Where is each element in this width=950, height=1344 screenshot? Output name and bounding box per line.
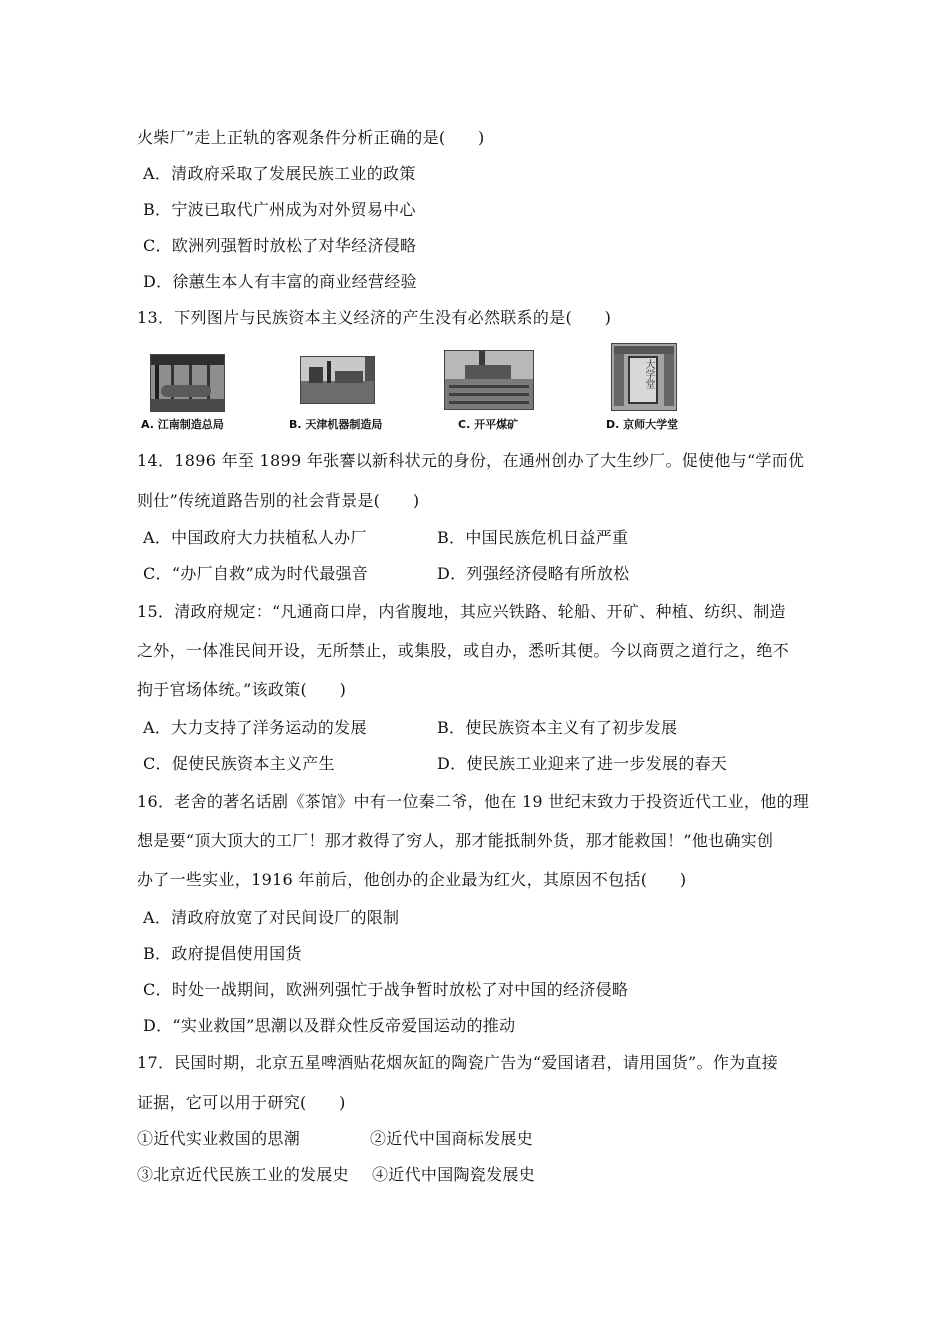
question-17-item-4: ④近代中国陶瓷发展史	[372, 1165, 536, 1184]
figure-a-photo	[150, 354, 225, 412]
question-15-option-d: D．使民族工业迎来了进一步发展的春天	[437, 754, 728, 773]
question-16-option-c: C．时处一战期间，欧洲列强忙于战争暂时放松了对中国的经济侵略	[143, 980, 629, 999]
question-14-option-a: A．中国政府大力扶植私人办厂	[143, 528, 367, 547]
figure-c	[444, 348, 534, 431]
question-14-option-b: B．中国民族危机日益严重	[437, 528, 629, 547]
question-14-option-c: C．“办厂自救”成为时代最强音	[143, 564, 369, 583]
question-12-option-c: C．欧洲列强暂时放松了对华经济侵略	[143, 236, 417, 255]
figure-a	[141, 348, 225, 431]
question-15-option-a: A．大力支持了洋务运动的发展	[143, 718, 367, 737]
figure-b-photo	[300, 356, 375, 404]
question-14-option-d: D．列强经济侵略有所放松	[437, 564, 630, 583]
question-12-option-d: D．徐蕙生本人有丰富的商业经营经验	[143, 272, 417, 291]
question-17-item-3: ③北京近代民族工业的发展史	[137, 1165, 349, 1184]
question-17-item-2: ②近代中国商标发展史	[370, 1129, 534, 1148]
figure-b-caption: B. 天津机器制造局	[289, 418, 383, 431]
question-16-option-b: B．政府提倡使用国货	[143, 944, 302, 963]
question-17-item-1: ①近代实业救国的思潮	[137, 1129, 301, 1148]
gate-sign: 大学堂	[643, 359, 654, 389]
figure-b	[289, 348, 383, 431]
figure-d	[606, 343, 679, 431]
figure-a-caption: A. 江南制造总局	[141, 418, 224, 431]
question-15-option-c: C．促使民族资本主义产生	[143, 754, 335, 773]
question-16-stem-3: 办了一些实业，1916 年前后，他创办的企业最为红火，其原因不包括( )	[137, 870, 687, 889]
question-16-option-d: D．“实业救国”思潮以及群众性反帝爱国运动的推动	[143, 1016, 516, 1035]
question-17-stem-1: 17．民国时期，北京五星啤酒贴花烟灰缸的陶瓷广告为“爱国诸君，请用国货”。作为直接	[137, 1053, 779, 1072]
question-12-option-a: A．清政府采取了发展民族工业的政策	[143, 164, 416, 183]
question-13-stem: 13．下列图片与民族资本主义经济的产生没有必然联系的是( )	[137, 308, 612, 327]
figure-c-caption: C. 开平煤矿	[458, 418, 519, 431]
question-12-option-b: B．宁波已取代广州成为对外贸易中心	[143, 200, 416, 219]
figure-d-caption: D. 京师大学堂	[606, 418, 679, 431]
question-16-stem-2: 想是要“顶大顶大的工厂！那才救得了穷人，那才能抵制外货，那才能救国！”他也确实创	[137, 831, 774, 850]
question-16-option-a: A．清政府放宽了对民间设厂的限制	[143, 908, 400, 927]
question-16-stem-1: 16．老舍的著名话剧《茶馆》中有一位秦二爷，他在 19 世纪末致力于投资近代工业，他的理	[137, 792, 810, 811]
question-12-stem-end: 火柴厂”走上正轨的客观条件分析正确的是( )	[137, 128, 485, 147]
question-15-stem-2: 之外，一体准民间开设，无所禁止，或集股，或自办，悉听其便。今以商贾之道行之，绝不	[137, 641, 790, 660]
question-15-stem-3: 拘于官场体统。”该政策( )	[137, 680, 347, 699]
figure-d-photo	[611, 343, 677, 411]
question-17-stem-2: 证据，它可以用于研究( )	[137, 1093, 346, 1112]
figure-c-photo	[444, 350, 534, 410]
question-14-stem-2: 则仕”传统道路告别的社会背景是( )	[137, 491, 420, 510]
question-15-option-b: B．使民族资本主义有了初步发展	[437, 718, 678, 737]
question-14-stem-1: 14．1896 年至 1899 年张謇以新科状元的身份，在通州创办了大生纱厂。促使他与“学而优	[137, 451, 805, 470]
question-15-stem-1: 15．清政府规定：“凡通商口岸，内省腹地，其应兴铁路、轮船、开矿、种植、纺织、制造	[137, 602, 786, 621]
